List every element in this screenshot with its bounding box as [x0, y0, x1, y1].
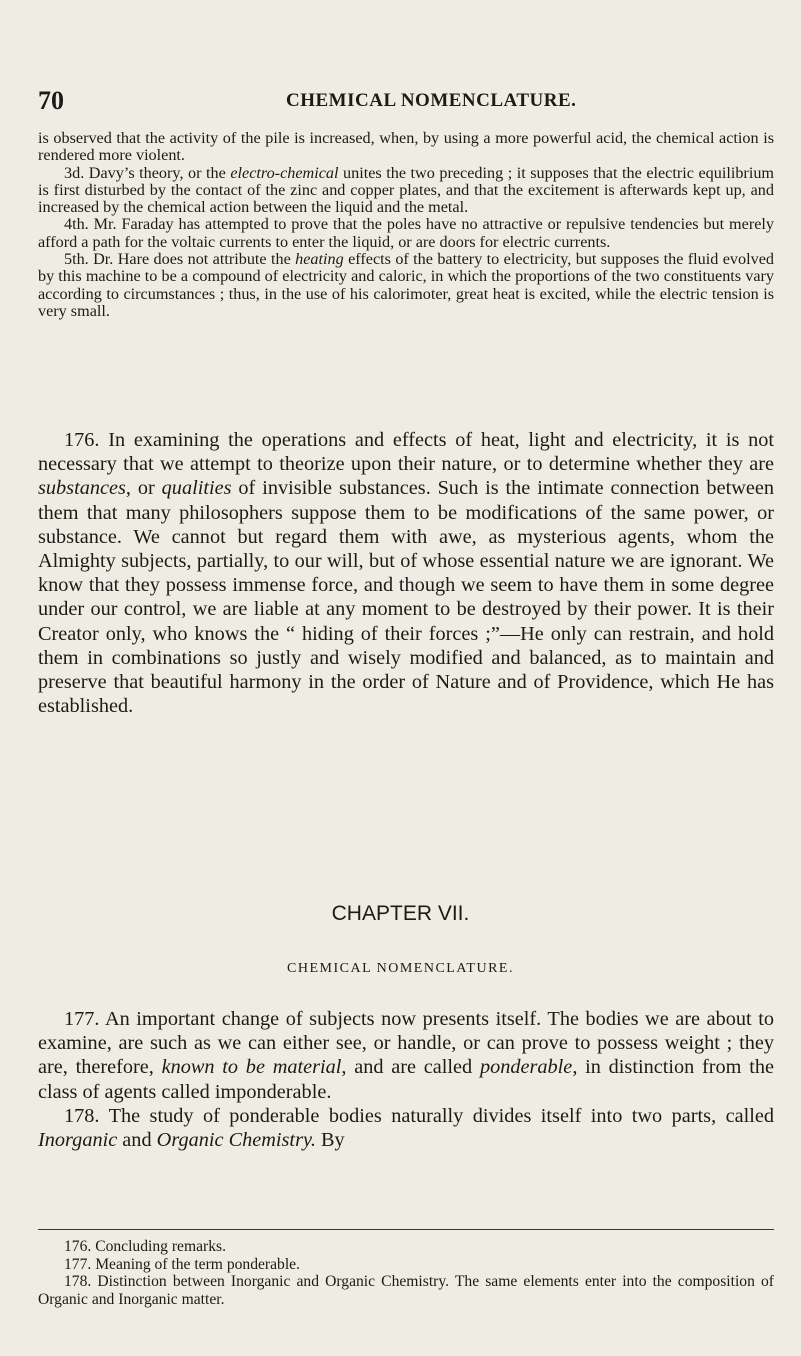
paragraph-176: 176. In examining the operations and effects of heat, light and electricity, it is not necessary that we attempt to theorize upon their nature, or to determine whether they are substances, or qualities of invisible substances. Such is the intimate connection between them that many philosophers suppose them to be modifications of the same power, or substance. We cannot but regard them with awe, as mysterious agents, whom the Almighty subjects, partially, to our will, but of whose essential nature we are ignorant. We know that they possess immense force, and though we seem to have them in some degree under our control, we are liable at any moment to be destroyed by their power. It is their Creator only, who knows the “ hiding of their forces ;”—He only can restrain, and hold them in combinations so justly and wisely modified and balanced, as to maintain and preserve that beautiful harmony in the order of Nature and of Providence, which He has established. [38, 429, 774, 718]
page-header [38, 86, 778, 116]
running-head: CHEMICAL NOMENCLATURE. [286, 90, 577, 111]
footnotes [38, 1238, 774, 1308]
paragraph-hare-theory: 5th. Dr. Hare does not attribute the heating effects of the battery to electricity, but supposes the fluid evolved by this machine to be a compound of electricity and caloric, in which the proportions of the two constituents vary according to circumstances ; thus, in the use of his calorimoter, great heat is excited, while the electric tension is very small. [38, 250, 774, 320]
paragraph-davy-theory: 3d. Davy’s theory, or the electro-chemical unites the two preceding ; it supposes that the electric equilibrium is first disturbed by the contact of the zinc and copper plates, and that the excitement is afterwards kept up, and increased by the chemical action between the liquid and the metal. [38, 163, 774, 217]
footnote-item: 178. Distinction between Inorganic and Organic Chemistry. The same elements enter into the composition of Organic and Inorganic matter. [38, 1273, 774, 1308]
paragraph-continued: is observed that the activity of the pile is increased, when, by using a more powerful acid, the chemical action is rendered more violent. [38, 129, 774, 165]
chapter-title: CHAPTER VII. [331, 902, 470, 925]
paragraph-178: 178. The study of ponderable bodies naturally divides itself into two parts, called Inorganic and Organic Chemistry. By [38, 1104, 774, 1152]
section-chapter-vii [38, 1007, 774, 1152]
footnote-rule [38, 1229, 774, 1230]
paragraph-177: 177. An important change of subjects now presents itself. The bodies we are about to examine, are such as we can either see, or handle, or can prove to possess weight ; they are, therefore, known to be material, and are called ponderable, in distinction from the class of agents called imponderable. [38, 1008, 774, 1103]
section-theories [38, 130, 774, 320]
chapter-subtitle: CHEMICAL NOMENCLATURE. [287, 961, 514, 976]
footnote-item: 176. Concluding remarks. [64, 1238, 226, 1255]
footnote-item: 177. Meaning of the term ponderable. [64, 1255, 301, 1273]
paragraph-faraday-theory: 4th. Mr. Faraday has attempted to prove that the poles have no attractive or repulsive tendencies but merely afford a path for the voltaic currents to enter the liquid, or are doors for electric currents. [38, 215, 774, 251]
page-number: 70 [38, 86, 64, 115]
